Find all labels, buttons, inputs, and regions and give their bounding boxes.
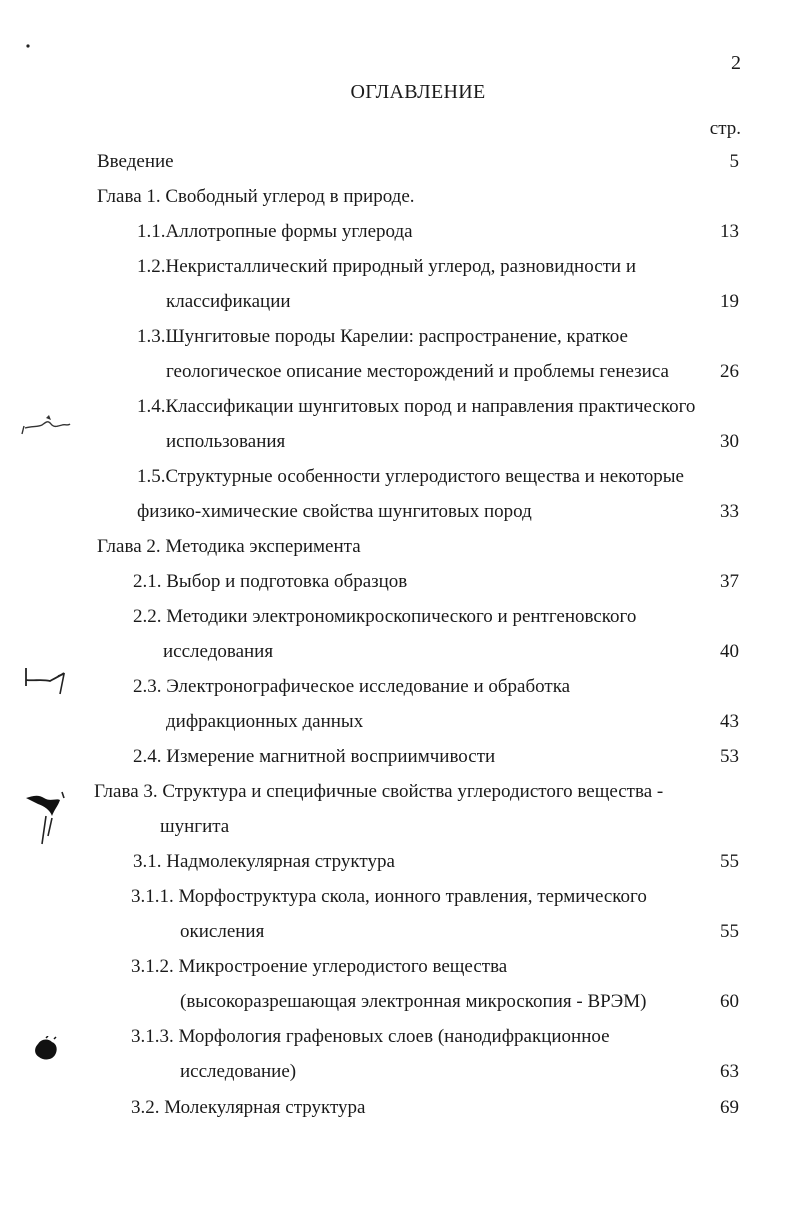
toc-entry-text: 2.2. Методики электрономикроскопического и рентгеновского bbox=[133, 606, 637, 627]
toc-entry-text: (высокоразрешающая электронная микроскопия - ВРЭМ) bbox=[180, 991, 647, 1012]
toc-entry-page: 43 bbox=[720, 711, 739, 732]
toc-entry-page: 60 bbox=[720, 991, 739, 1012]
toc-chapter-3-cont bbox=[0, 812, 793, 842]
toc-entry-page: 30 bbox=[720, 431, 739, 452]
toc-entry-intro bbox=[0, 147, 793, 177]
toc-entry-text: Глава 3. Структура и специфичные свойства углеродистого вещества - bbox=[94, 781, 664, 802]
toc-entry-text: 3.2. Молекулярная структура bbox=[131, 1097, 366, 1118]
toc-entry-page: 63 bbox=[720, 1061, 739, 1082]
scan-mark bbox=[20, 412, 72, 440]
toc-entry-1-3-cont bbox=[0, 357, 793, 387]
toc-entry-text: исследования bbox=[163, 641, 274, 662]
toc-entry-1-4 bbox=[0, 392, 793, 422]
toc-entry-text: геологическое описание месторождений и проблемы генезиса bbox=[166, 361, 669, 382]
toc-entry-1-2 bbox=[0, 252, 793, 282]
toc-entry-text: 2.3. Электронографическое исследование и обработка bbox=[133, 676, 571, 697]
toc-entry-text: дифракционных данных bbox=[166, 711, 364, 732]
toc-entry-text: 1.3.Шунгитовые породы Карелии: распространение, краткое bbox=[137, 326, 628, 347]
page-column-label: стр. bbox=[709, 118, 741, 139]
scan-mark bbox=[22, 786, 72, 848]
toc-chapter-2 bbox=[0, 532, 793, 562]
toc-entry-page: 13 bbox=[720, 221, 739, 242]
toc-entry-3-2 bbox=[0, 1093, 793, 1123]
toc-entry-3-1-3-cont bbox=[0, 1057, 793, 1087]
toc-entry-3-1 bbox=[0, 847, 793, 877]
toc-entry-text: физико-химические свойства шунгитовых пород bbox=[137, 501, 532, 522]
toc-entry-text: классификации bbox=[166, 291, 291, 312]
scan-speck bbox=[24, 42, 32, 50]
toc-entry-text: 3.1. Надмолекулярная структура bbox=[133, 851, 395, 872]
toc-entry-text: 1.5.Структурные особенности углеродистого вещества и некоторые bbox=[137, 466, 684, 487]
toc-entry-page: 40 bbox=[720, 641, 739, 662]
toc-entry-1-4-cont bbox=[0, 427, 793, 457]
toc-entry-text: использования bbox=[166, 431, 286, 452]
page-title: ОГЛАВЛЕНИЕ bbox=[350, 81, 486, 103]
toc-entry-2-1 bbox=[0, 567, 793, 597]
toc-entry-text: Глава 1. Свободный углерод в природе. bbox=[97, 186, 415, 207]
toc-entry-page: 19 bbox=[720, 291, 739, 312]
toc-entry-1-3 bbox=[0, 322, 793, 352]
toc-entry-page: 26 bbox=[720, 361, 739, 382]
toc-entry-text: 3.1.3. Морфология графеновых слоев (нанодифракционное bbox=[131, 1026, 610, 1047]
toc-entry-page: 5 bbox=[729, 151, 739, 172]
toc-entry-3-1-1-cont bbox=[0, 917, 793, 947]
toc-entry-text: Глава 2. Методика эксперимента bbox=[97, 536, 361, 557]
toc-entry-3-1-3 bbox=[0, 1022, 793, 1052]
toc-entry-1-5 bbox=[0, 462, 793, 492]
toc-entry-text: 2.4. Измерение магнитной восприимчивости bbox=[133, 746, 496, 767]
toc-entry-text: 3.1.1. Морфоструктура скола, ионного травления, термического bbox=[131, 886, 647, 907]
toc-entry-page: 55 bbox=[720, 851, 739, 872]
toc-entry-2-2 bbox=[0, 602, 793, 632]
toc-entry-page: 69 bbox=[720, 1097, 739, 1118]
toc-entry-page: 53 bbox=[720, 746, 739, 767]
toc-entry-1-1 bbox=[0, 217, 793, 247]
toc-entry-1-5-cont bbox=[0, 497, 793, 527]
toc-entry-text: шунгита bbox=[160, 816, 230, 837]
toc-entry-2-2-cont bbox=[0, 637, 793, 667]
toc-entry-text: окисления bbox=[180, 921, 265, 942]
toc-entry-3-1-2-cont bbox=[0, 987, 793, 1017]
toc-entry-1-2-cont bbox=[0, 287, 793, 317]
toc-entry-3-1-2 bbox=[0, 952, 793, 982]
scan-blot bbox=[32, 1036, 60, 1062]
toc-entry-text: исследование) bbox=[180, 1061, 297, 1082]
toc-entry-2-4 bbox=[0, 742, 793, 772]
toc-entry-2-3 bbox=[0, 672, 793, 702]
page-number: 2 bbox=[731, 52, 741, 74]
toc-entry-text: 1.4.Классификации шунгитовых пород и направления практического bbox=[137, 396, 696, 417]
toc-chapter-1 bbox=[0, 182, 793, 212]
toc-entry-3-1-1 bbox=[0, 882, 793, 912]
toc-entry-text: 3.1.2. Микростроение углеродистого вещества bbox=[131, 956, 508, 977]
toc-entry-2-3-cont bbox=[0, 707, 793, 737]
toc-chapter-3 bbox=[0, 777, 793, 807]
scan-mark bbox=[22, 664, 68, 698]
toc-entry-text: Введение bbox=[97, 151, 174, 172]
toc-entry-text: 2.1. Выбор и подготовка образцов bbox=[133, 571, 408, 592]
toc-entry-page: 37 bbox=[720, 571, 739, 592]
toc-entry-text: 1.2.Некристаллический природный углерод, разновидности и bbox=[137, 256, 637, 277]
toc-entry-text: 1.1.Аллотропные формы углерода bbox=[137, 221, 413, 242]
toc-entry-page: 33 bbox=[720, 501, 739, 522]
toc-entry-page: 55 bbox=[720, 921, 739, 942]
